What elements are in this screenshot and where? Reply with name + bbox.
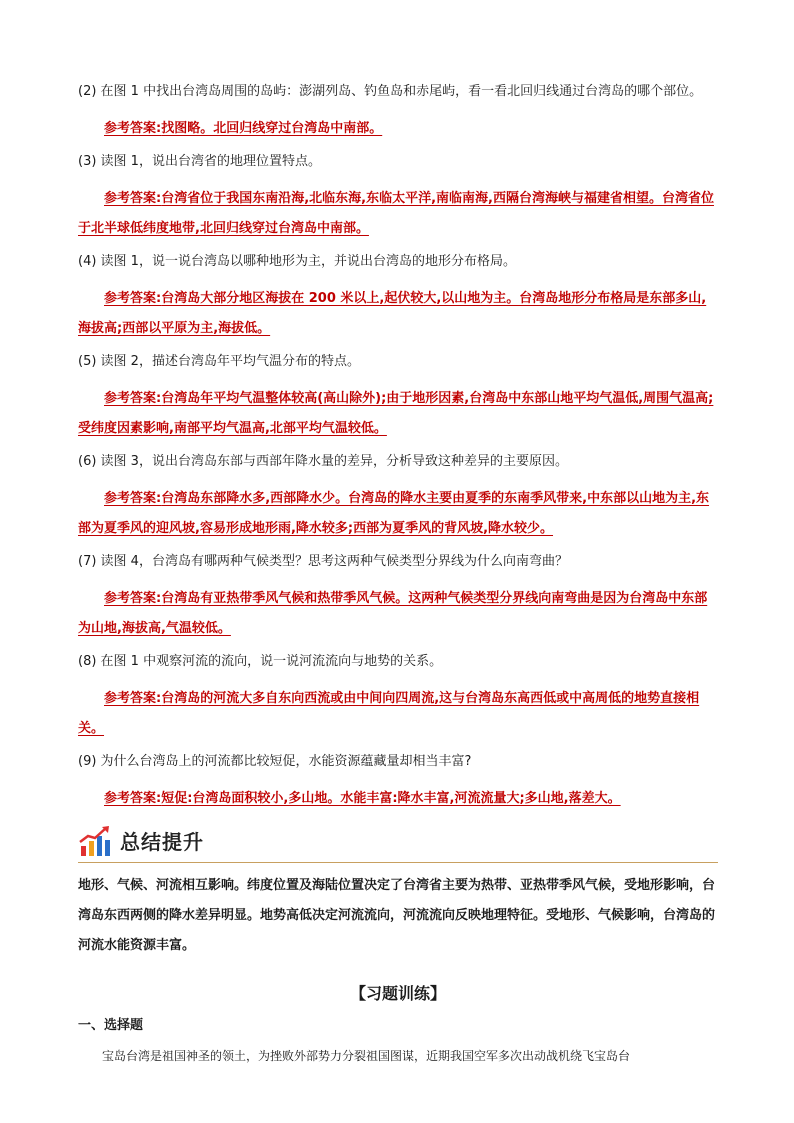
question-text: (3) 读图 1，说出台湾省的地理位置特点。 [78,154,321,169]
answer-text: 台湾岛年平均气温整体较高(高山除外);由于地形因素,台湾岛中东部山地平均气温低,周围气温高;受纬度因素影响,南部平均气温高,北部平均气温较低。 [78,391,714,436]
answer [78,584,718,644]
answer-label: 参考答案: [104,191,162,206]
summary-text: 地形、气候、河流相互影响。纬度位置及海陆位置决定了台湾省主要为热带、亚热带季风气候，受地形影响，台湾岛东西两侧的降水差异明显。地势高低决定河流流向，河流流向反映地理特征。受地形、气候影响，台湾岛的河流水能资源丰富。 [78,878,716,953]
answer-label: 参考答案: [104,691,162,706]
exercise-subhead: 一、选择题 [78,1018,144,1033]
question-text: (7) 读图 4，台湾岛有哪两种气候类型？思考这两种气候类型分界线为什么向南弯曲？ [78,554,568,569]
question-block-4 [78,252,718,344]
answer [78,384,718,444]
question-block-3 [78,152,718,244]
question-text: (9) 为什么台湾岛上的河流都比较短促，水能资源蕴藏量却相当丰富? [78,754,472,769]
question-text: (6) 读图 3，说出台湾岛东部与西部年降水量的差异，分析导致这种差异的主要原因。 [78,454,568,469]
exercise-title: 【习题训练】 [349,984,446,1003]
answer [78,784,718,814]
answer-text: 台湾省位于我国东南沿海,北临东海,东临太平洋,南临南海,西隔台湾海峡与福建省相望。台湾省位于北半球低纬度地带,北回归线穿过台湾岛中南部。 [78,191,714,236]
answer-label: 参考答案: [104,791,162,806]
answer [78,684,718,744]
answer-label: 参考答案: [104,491,162,506]
question-block-7 [78,552,718,644]
document-content [78,82,718,1079]
answer-text: 找图略。北回归线穿过台湾岛中南部。 [161,121,383,136]
question-text: (5) 读图 2，描述台湾岛年平均气温分布的特点。 [78,354,360,369]
answer [78,284,718,344]
question-text: (2) 在图 1 中找出台湾岛周围的岛屿：澎湖列岛、钓鱼岛和赤尾屿，看一看北回归线通过台湾岛的哪个部位。 [78,84,703,99]
answer [78,184,718,244]
answer-text: 台湾岛的河流大多自东向西流或由中间向四周流,这与台湾岛东高西低或中高周低的地势直接相关。 [78,691,700,736]
answer-label: 参考答案: [104,121,162,136]
answer-text: 短促:台湾岛面积较小,多山地。水能丰富:降水丰富,河流流量大;多山地,落差大。 [161,791,621,806]
answer-label: 参考答案: [104,391,162,406]
bar-chart-trend-icon [78,824,112,858]
question-block-8 [78,652,718,744]
summary-header [78,822,718,863]
question-block-2 [78,82,718,144]
answer-label: 参考答案: [104,591,162,606]
question-block-5 [78,352,718,444]
answer [78,114,718,144]
question-text: (8) 在图 1 中观察河流的流向，说一说河流流向与地势的关系。 [78,654,443,669]
answer-text: 台湾岛东部降水多,西部降水少。台湾岛的降水主要由夏季的东南季风带来,中东部以山地为主,东部为夏季风的迎风坡,容易形成地形雨,降水较多;西部为夏季风的背风坡,降水较少。 [78,491,710,536]
exercise-paragraph: 宝岛台湾是祖国神圣的领土，为挫败外部势力分裂祖国图谋，近期我国空军多次出动战机绕飞宝岛台 [102,1049,631,1063]
answer-text: 台湾岛大部分地区海拔在 200 米以上,起伏较大,以山地为主。台湾岛地形分布格局是东部多山,海拔高;西部以平原为主,海拔低。 [78,291,707,336]
question-text: (4) 读图 1，说一说台湾岛以哪种地形为主，并说出台湾岛的地形分布格局。 [78,254,516,269]
answer-text: 台湾岛有亚热带季风气候和热带季风气候。这两种气候类型分界线向南弯曲是因为台湾岛中东部为山地,海拔高,气温较低。 [78,591,708,636]
answer [78,484,718,544]
answer-label: 参考答案: [104,291,162,306]
summary-title: 总结提升 [120,830,204,854]
question-block-6 [78,452,718,544]
question-block-9 [78,752,718,814]
